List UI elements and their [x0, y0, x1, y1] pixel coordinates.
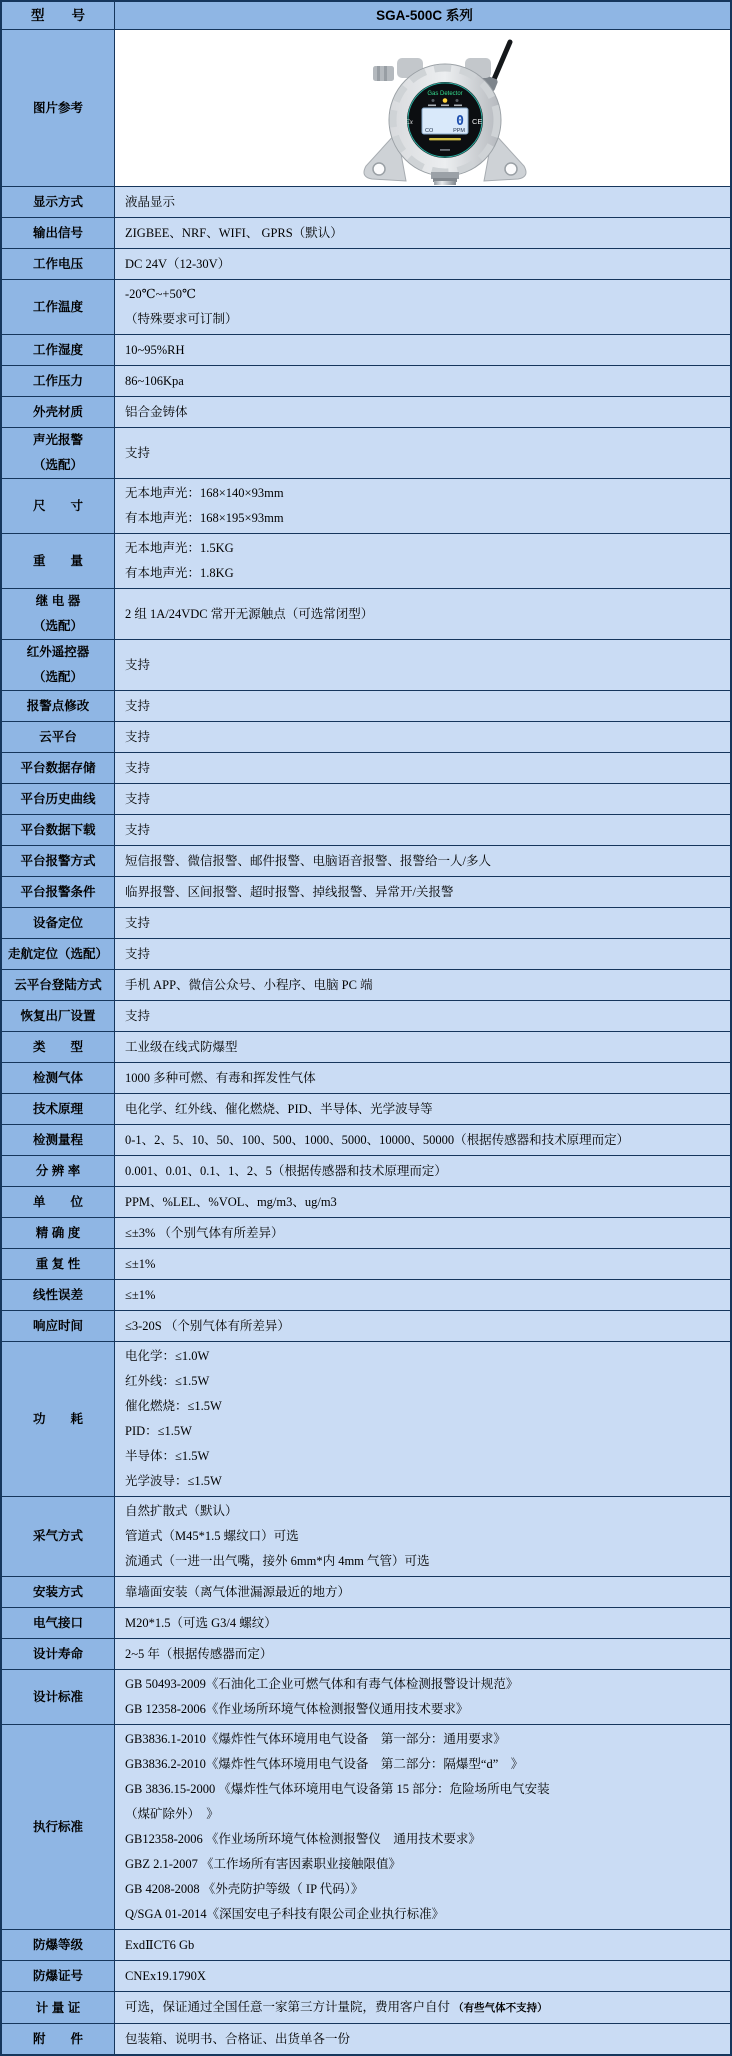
spec-label — [2, 1930, 115, 1960]
spec-value — [115, 1280, 730, 1310]
spec-label — [2, 1187, 115, 1217]
spec-row — [2, 1218, 730, 1249]
spec-value-line: 靠墙面安装（离气体泄漏源最近的地方） — [125, 1585, 351, 1599]
spec-value-line: 电化学、红外线、催化燃烧、PID、半导体、光学波导等 — [125, 1102, 433, 1116]
spec-value-line: 支持 — [125, 916, 151, 930]
spec-value — [115, 1342, 730, 1496]
spec-value — [115, 784, 730, 814]
spec-label — [2, 815, 115, 845]
spec-value — [115, 1032, 730, 1062]
spec-row — [2, 1670, 730, 1725]
spec-value — [115, 1670, 730, 1724]
spec-value-line: Q/SGA 01-2014《深国安电子科技有限公司企业执行标准》 — [125, 1907, 445, 1921]
spec-value — [115, 1094, 730, 1124]
spec-value-line: 流通式（一进一出气嘴，接外 6mm*内 4mm 气管）可选 — [125, 1554, 430, 1568]
spec-label-line: 工作温度 — [32, 299, 83, 314]
spec-label — [2, 970, 115, 1000]
spec-row — [2, 1280, 730, 1311]
spec-label — [2, 366, 115, 396]
spec-row — [2, 784, 730, 815]
spec-label-line: 平台数据存储 — [20, 761, 96, 775]
spec-label — [2, 589, 115, 639]
spec-label — [2, 1156, 115, 1186]
spec-label-line: 报警点修改 — [26, 699, 90, 713]
spec-label — [2, 1311, 115, 1341]
spec-label-line: 线性误差 — [32, 1288, 83, 1302]
spec-value — [115, 1187, 730, 1217]
spec-label-line: 走航定位（选配） — [7, 947, 108, 961]
spec-label-line: 显示方式 — [32, 195, 83, 209]
spec-row — [2, 187, 730, 218]
screen-unit-label: PPM — [452, 128, 465, 134]
spec-label — [2, 939, 115, 969]
spec-value-line: PPM、%LEL、%VOL、mg/m3、ug/m3 — [125, 1195, 337, 1209]
model-label-text: 型 号 — [31, 7, 85, 23]
spec-value-line: GB 12358-2006《作业场所环境气体检测报警仪通用技术要求》 — [125, 1702, 469, 1716]
spec-label-line: 设计寿命 — [32, 1647, 83, 1661]
spec-value — [115, 1608, 730, 1638]
spec-row — [2, 877, 730, 908]
spec-label — [2, 1497, 115, 1576]
spec-value — [115, 1961, 730, 1991]
spec-label — [2, 249, 115, 279]
spec-value-line: 包装箱、说明书、合格证、出货单各一份 — [125, 2032, 351, 2046]
spec-value-line: 液晶显示 — [125, 195, 176, 209]
spec-value-line: 支持 — [125, 792, 151, 806]
spec-label — [2, 1063, 115, 1093]
spec-row — [2, 846, 730, 877]
header-row — [2, 2, 730, 30]
spec-value — [115, 1156, 730, 1186]
spec-value-line: 工业级在线式防爆型 — [125, 1040, 238, 1054]
spec-label-line: 防爆证号 — [32, 1969, 83, 1983]
spec-value-line: 红外线：≤1.5W — [125, 1374, 210, 1388]
device-brand-text: Gas Detector — [426, 91, 463, 97]
spec-value-line: 1000 多种可燃、有毒和挥发性气体 — [125, 1071, 316, 1085]
spec-row — [2, 908, 730, 939]
spec-value-line: ≤3-20S （个别气体有所差异） — [125, 1319, 290, 1333]
spec-value-line: GB3836.2-2010《爆炸性气体环境用电气设备 第二部分：隔爆型“d” 》 — [125, 1757, 524, 1771]
spec-value — [115, 908, 730, 938]
spec-row — [2, 1639, 730, 1670]
spec-value-line: 支持 — [125, 445, 151, 460]
spec-label-line: 防爆等级 — [32, 1938, 83, 1952]
spec-value-line: -20℃~+50℃ — [125, 287, 196, 301]
spec-row — [2, 1577, 730, 1608]
spec-value-line — [125, 1994, 724, 2021]
spec-value — [115, 1639, 730, 1669]
spec-value-line: 2 组 1A/24VDC 常开无源触点（可选常闭型） — [125, 606, 374, 621]
spec-value — [115, 1125, 730, 1155]
spec-label-line: 云平台 — [39, 730, 77, 744]
spec-label — [2, 908, 115, 938]
spec-label-line: 云平台登陆方式 — [14, 978, 102, 992]
spec-label — [2, 722, 115, 752]
spec-label — [2, 753, 115, 783]
spec-value — [115, 877, 730, 907]
spec-row — [2, 589, 730, 640]
spec-value-line: DC 24V（12-30V） — [125, 257, 231, 271]
spec-label-line: 声光报警 — [32, 433, 83, 447]
spec-row — [2, 691, 730, 722]
spec-row — [2, 970, 730, 1001]
spec-label-line: 恢复出厂设置 — [20, 1009, 96, 1023]
ce-mark: CE — [471, 117, 482, 126]
spec-label-line: 技术原理 — [32, 1102, 83, 1116]
spec-row — [2, 366, 730, 397]
spec-value — [115, 939, 730, 969]
spec-row — [2, 1497, 730, 1577]
spec-row — [2, 1249, 730, 1280]
spec-value-line: ≤±1% — [125, 1257, 156, 1271]
spec-row — [2, 1032, 730, 1063]
spec-value — [115, 366, 730, 396]
spec-value-line: （特殊要求可订制） — [125, 312, 238, 326]
spec-value-line: 临界报警、区间报警、超时报警、掉线报警、异常开/关报警 — [125, 885, 454, 899]
spec-row — [2, 218, 730, 249]
spec-value — [115, 722, 730, 752]
spec-value-line: 0-1、2、5、10、50、100、500、1000、5000、10000、50000（根据传感器和技术原理而定） — [125, 1133, 630, 1147]
spec-label — [2, 1577, 115, 1607]
device-photo-cell — [115, 30, 730, 186]
spec-value — [115, 2024, 730, 2054]
spec-label — [2, 1992, 115, 2023]
spec-value — [115, 335, 730, 365]
spec-value — [115, 1218, 730, 1248]
spec-value — [115, 1063, 730, 1093]
spec-label-line: 设计标准 — [32, 1689, 83, 1704]
spec-row — [2, 1001, 730, 1032]
spec-label-line: 功 耗 — [32, 1411, 83, 1426]
spec-value — [115, 534, 730, 588]
spec-row — [2, 722, 730, 753]
spec-label — [2, 1961, 115, 1991]
model-label — [2, 2, 115, 29]
image-label-text: 图片参考 — [32, 100, 83, 115]
spec-value-line: GB 50493-2009《石油化工企业可燃气体和有毒气体检测报警设计规范》 — [125, 1677, 519, 1691]
spec-value — [115, 1992, 730, 2023]
status-led-icon — [442, 98, 447, 103]
spec-label-line: 类 型 — [32, 1040, 83, 1054]
spec-label — [2, 784, 115, 814]
spec-label — [2, 1342, 115, 1496]
spec-row — [2, 1608, 730, 1639]
spec-value-line: 86~106Kpa — [125, 374, 184, 388]
spec-row — [2, 1992, 730, 2024]
spec-label-line: 检测量程 — [32, 1133, 83, 1147]
spec-value — [115, 249, 730, 279]
spec-row — [2, 479, 730, 534]
spec-row — [2, 939, 730, 970]
image-label — [2, 30, 115, 186]
spec-label-line: 执行标准 — [32, 1819, 83, 1834]
spec-label — [2, 1001, 115, 1031]
spec-row — [2, 534, 730, 589]
spec-label-line: 外壳材质 — [32, 405, 83, 419]
spec-label-line: 工作电压 — [32, 257, 83, 271]
spec-value-line: M20*1.5（可选 G3/4 螺纹） — [125, 1616, 277, 1630]
spec-value — [115, 1577, 730, 1607]
spec-row — [2, 397, 730, 428]
spec-row — [2, 1125, 730, 1156]
spec-label-line: （选配） — [32, 458, 83, 472]
spec-label — [2, 428, 115, 478]
spec-label-line: 平台报警方式 — [20, 854, 96, 868]
spec-label-line: （选配） — [32, 619, 83, 633]
spec-label — [2, 335, 115, 365]
spec-value-line: （煤矿除外） 》 — [125, 1807, 219, 1821]
spec-value-line: 手机 APP、微信公众号、小程序、电脑 PC 端 — [125, 978, 373, 992]
spec-label — [2, 1639, 115, 1669]
model-value-text: SGA-500C 系列 — [376, 7, 473, 23]
spec-row — [2, 1961, 730, 1992]
spec-label — [2, 2024, 115, 2054]
spec-label — [2, 1094, 115, 1124]
spec-value-line: GB12358-2006 《作业场所环境气体检测报警仪 通用技术要求》 — [125, 1832, 481, 1846]
spec-label-line: 红外遥控器 — [26, 645, 90, 659]
spec-row — [2, 753, 730, 784]
spec-value-line: 光学波导：≤1.5W — [125, 1474, 222, 1488]
spec-label-line: 安装方式 — [32, 1585, 83, 1599]
spec-label — [2, 479, 115, 533]
spec-value-line: 支持 — [125, 730, 151, 744]
spec-row — [2, 249, 730, 280]
spec-row — [2, 2024, 730, 2054]
spec-label — [2, 691, 115, 721]
spec-value-line: 半导体：≤1.5W — [125, 1449, 210, 1463]
spec-label-line: 响应时间 — [32, 1319, 83, 1333]
spec-label-line: 重 复 性 — [35, 1257, 81, 1271]
spec-value-note: （有些气体不支持） — [453, 2002, 548, 2014]
spec-label — [2, 846, 115, 876]
spec-value-line: 自然扩散式（默认） — [125, 1504, 238, 1518]
spec-label-line: 工作压力 — [32, 374, 83, 388]
spec-label-line: 附 件 — [32, 2032, 83, 2046]
spec-row — [2, 815, 730, 846]
spec-value — [115, 1725, 730, 1929]
spec-value — [115, 218, 730, 248]
spec-value — [115, 1001, 730, 1031]
spec-value — [115, 1930, 730, 1960]
sensor-stem — [431, 172, 459, 185]
spec-row — [2, 640, 730, 691]
spec-value-line: CNEx19.1790X — [125, 1969, 206, 1983]
spec-value-line: 支持 — [125, 657, 151, 672]
spec-row — [2, 335, 730, 366]
spec-value-line: 铝合金铸体 — [125, 405, 188, 419]
spec-row — [2, 1156, 730, 1187]
spec-value — [115, 1497, 730, 1576]
spec-label-line: 重 量 — [32, 553, 83, 568]
device-photo — [345, 32, 545, 185]
spec-row — [2, 1094, 730, 1125]
spec-value-line: 10~95%RH — [125, 343, 185, 357]
spec-row — [2, 1725, 730, 1930]
image-row — [2, 30, 730, 187]
spec-row — [2, 1930, 730, 1961]
spec-label-line: 电气接口 — [32, 1616, 83, 1630]
spec-label — [2, 1032, 115, 1062]
spec-row — [2, 280, 730, 335]
spec-value-text: 可选，保证通过全国任意一家第三方计量院，费用客户自付 — [125, 2000, 454, 2014]
spec-label-line: 采气方式 — [32, 1529, 83, 1543]
spec-value-line: ZIGBEE、NRF、WIFI、 GPRS（默认） — [125, 226, 343, 240]
spec-label-line: 平台数据下载 — [20, 823, 96, 837]
spec-label-line: 检测气体 — [32, 1071, 83, 1085]
spec-label-line: 尺 寸 — [32, 498, 83, 513]
spec-label-line: 平台历史曲线 — [20, 792, 96, 806]
spec-value-line: 无本地声光：1.5KG — [125, 541, 234, 555]
spec-row — [2, 1342, 730, 1497]
spec-value-line: GBZ 2.1-2007 《工作场所有害因素职业接触限值》 — [125, 1857, 402, 1871]
spec-label — [2, 1725, 115, 1929]
spec-label — [2, 1608, 115, 1638]
spec-value-line: 短信报警、微信报警、邮件报警、电脑语音报警、报警给一人/多人 — [125, 854, 491, 868]
spec-value-line: 无本地声光：168×140×93mm — [125, 486, 284, 500]
spec-value — [115, 970, 730, 1000]
spec-value — [115, 753, 730, 783]
spec-value-line: 催化燃烧：≤1.5W — [125, 1399, 222, 1413]
screen-gas-label: CO — [424, 128, 433, 134]
spec-value-line: 有本地声光：1.8KG — [125, 566, 234, 580]
spec-value-line: 0.001、0.01、0.1、1、2、5（根据传感器和技术原理而定） — [125, 1164, 447, 1178]
spec-label-line: 分 辨 率 — [35, 1164, 81, 1178]
spec-row — [2, 428, 730, 479]
spec-value-line: 支持 — [125, 761, 151, 775]
spec-label — [2, 1280, 115, 1310]
spec-value-line: 电化学：≤1.0W — [125, 1349, 210, 1363]
spec-label — [2, 1670, 115, 1724]
spec-label — [2, 187, 115, 217]
spec-label-line: 精 确 度 — [35, 1226, 81, 1240]
spec-value — [115, 1311, 730, 1341]
spec-value-line: GB3836.1-2010《爆炸性气体环境用电气设备 第一部分：通用要求》 — [125, 1732, 506, 1746]
spec-row — [2, 1187, 730, 1218]
spec-label — [2, 280, 115, 334]
model-value — [115, 2, 730, 29]
spec-label — [2, 1249, 115, 1279]
spec-value — [115, 589, 730, 639]
spec-label-line: 输出信号 — [32, 226, 83, 240]
spec-value — [115, 187, 730, 217]
spec-value — [115, 846, 730, 876]
spec-value-line: ≤±3% （个别气体有所差异） — [125, 1226, 284, 1240]
spec-value-line: 支持 — [125, 1009, 151, 1023]
spec-label-line: 继 电 器 — [35, 594, 81, 608]
spec-value — [115, 815, 730, 845]
spec-value-line: 管道式（M45*1.5 螺纹口）可选 — [125, 1529, 299, 1543]
spec-label-line: 平台报警条件 — [20, 885, 96, 899]
spec-label — [2, 1218, 115, 1248]
screen-reading: 0 — [455, 114, 464, 129]
spec-value-line: 支持 — [125, 823, 151, 837]
spec-value — [115, 479, 730, 533]
spec-label — [2, 397, 115, 427]
spec-value-line: PID：≤1.5W — [125, 1424, 192, 1438]
spec-label — [2, 534, 115, 588]
spec-value — [115, 691, 730, 721]
spec-label-line: 设备定位 — [32, 916, 83, 930]
spec-label-line: （选配） — [32, 670, 83, 684]
spec-value — [115, 397, 730, 427]
spec-value — [115, 640, 730, 690]
spec-label — [2, 877, 115, 907]
spec-value — [115, 1249, 730, 1279]
spec-value-line: 有本地声光：168×195×93mm — [125, 511, 284, 525]
spec-value-line: ≤±1% — [125, 1288, 156, 1302]
spec-label-line: 单 位 — [32, 1195, 83, 1209]
spec-label — [2, 640, 115, 690]
spec-value-line: 2~5 年（根据传感器而定） — [125, 1647, 273, 1661]
spec-rows — [2, 187, 730, 2054]
spec-row — [2, 1311, 730, 1342]
spec-value — [115, 428, 730, 478]
spec-value-line: 支持 — [125, 699, 151, 713]
spec-value-line: GB 4208-2008 《外壳防护等级（ IP 代码）》 — [125, 1882, 364, 1896]
spec-label-line: 工作湿度 — [32, 343, 83, 357]
spec-label — [2, 1125, 115, 1155]
spec-value-line: 支持 — [125, 947, 151, 961]
ex-mark: Ex — [404, 117, 413, 126]
spec-label-line: 计 量 证 — [35, 2000, 81, 2015]
spec-row — [2, 1063, 730, 1094]
spec-value-line: GB 3836.15-2000 《爆炸性气体环境用电气设备第 15 部分：危险场所电气安装 — [125, 1782, 550, 1796]
spec-value — [115, 280, 730, 334]
spec-value-line: ExdⅡCT6 Gb — [125, 1938, 195, 1952]
spec-label — [2, 218, 115, 248]
cable-gland-icon — [373, 66, 394, 81]
